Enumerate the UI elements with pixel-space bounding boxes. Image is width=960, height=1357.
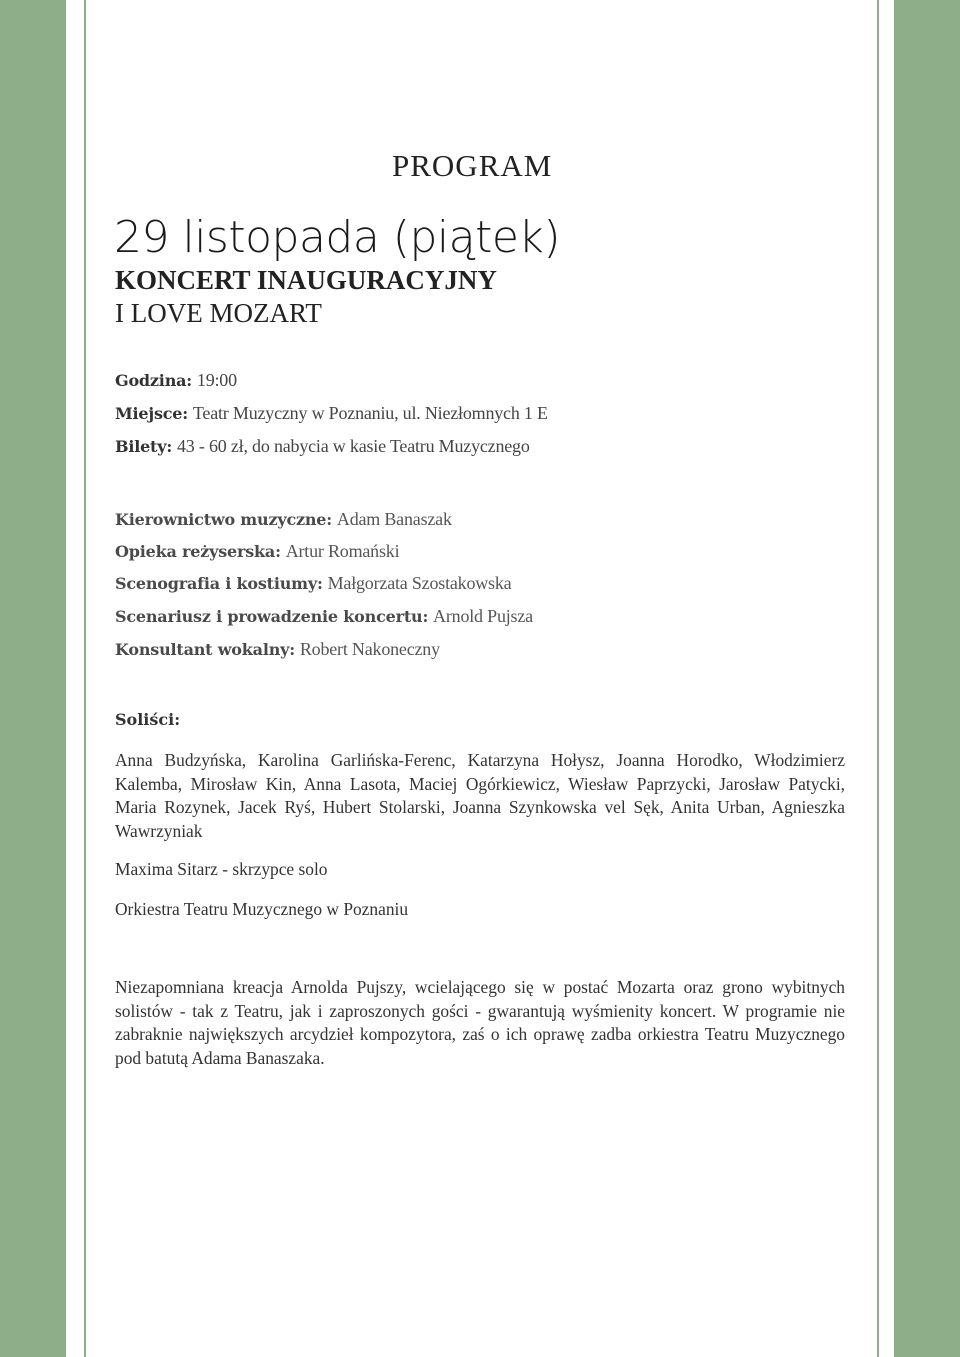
left-border-line bbox=[84, 0, 86, 1357]
soloists-heading: Soliści: bbox=[115, 710, 181, 729]
crew-label: Scenografia i kostiumy: bbox=[115, 574, 323, 593]
crew-value: Artur Romański bbox=[285, 541, 400, 561]
time-label: Godzina: bbox=[115, 371, 192, 390]
tickets-value: 43 - 60 zł, do nabycia w kasie Teatru Muzycznego bbox=[176, 436, 530, 456]
crew-item bbox=[115, 541, 399, 562]
crew-label: Konsultant wokalny: bbox=[115, 640, 295, 659]
time-line bbox=[115, 370, 237, 391]
right-border-line bbox=[877, 0, 879, 1357]
place-label: Miejsce: bbox=[115, 404, 188, 423]
event-title: KONCERT INAUGURACYJNY bbox=[115, 265, 497, 295]
violin-soloist: Maxima Sitarz - skrzypce solo bbox=[115, 859, 328, 879]
soloists-list: Anna Budzyńska, Karolina Garlińska-Ferenc, Katarzyna Hołysz, Joanna Horodko, Włodzimierz Kalemba, Mirosław Kin, Anna Lasota, Maciej Ogórkiewicz, Wiesław Paprzycki, Jarosław Patycki, Maria Rozynek, Jacek Ryś, Hubert Stolarski, Joanna Szynkowska vel Sęk, Anita Urban, Agnieszka Wawrzyniak bbox=[115, 750, 845, 841]
event-date: 29 listopada (piątek) bbox=[114, 212, 561, 263]
crew-value: Małgorzata Szostakowska bbox=[327, 573, 512, 593]
place-value: Teatr Muzyczny w Poznaniu, ul. Niezłomnych 1 E bbox=[192, 403, 548, 423]
time-value: 19:00 bbox=[196, 370, 237, 390]
place-line bbox=[115, 403, 548, 424]
crew-value: Arnold Pujsza bbox=[433, 606, 533, 626]
crew-value: Adam Banaszak bbox=[336, 509, 452, 529]
tickets-label: Bilety: bbox=[115, 437, 173, 456]
program-heading: PROGRAM bbox=[392, 148, 553, 183]
tickets-line bbox=[115, 436, 530, 457]
orchestra-name: Orkiestra Teatru Muzycznego w Poznaniu bbox=[115, 899, 409, 919]
crew-value: Robert Nakoneczny bbox=[299, 639, 440, 659]
event-description: Niezapomniana kreacja Arnolda Pujszy, wcielającego się w postać Mozarta oraz grono wybitnych solistów - tak z Teatru, jak i zaproszonych gości - gwarantują wyśmienity koncert. W programie nie zabraknie największych arcydzieł kompozytora, zaś o ich oprawę zadba orkiestra Teatru Muzycznego pod batutą Adama Banaszaka. bbox=[115, 977, 845, 1068]
crew-item bbox=[115, 639, 440, 660]
event-subtitle: I LOVE MOZART bbox=[115, 298, 322, 328]
page-sheet bbox=[66, 0, 894, 1357]
crew-label: Opieka reżyserska: bbox=[115, 542, 281, 561]
crew-label: Kierownictwo muzyczne: bbox=[115, 510, 332, 529]
crew-item bbox=[115, 573, 511, 594]
crew-item bbox=[115, 509, 452, 530]
crew-label: Scenariusz i prowadzenie koncertu: bbox=[115, 607, 429, 626]
crew-item bbox=[115, 606, 533, 627]
